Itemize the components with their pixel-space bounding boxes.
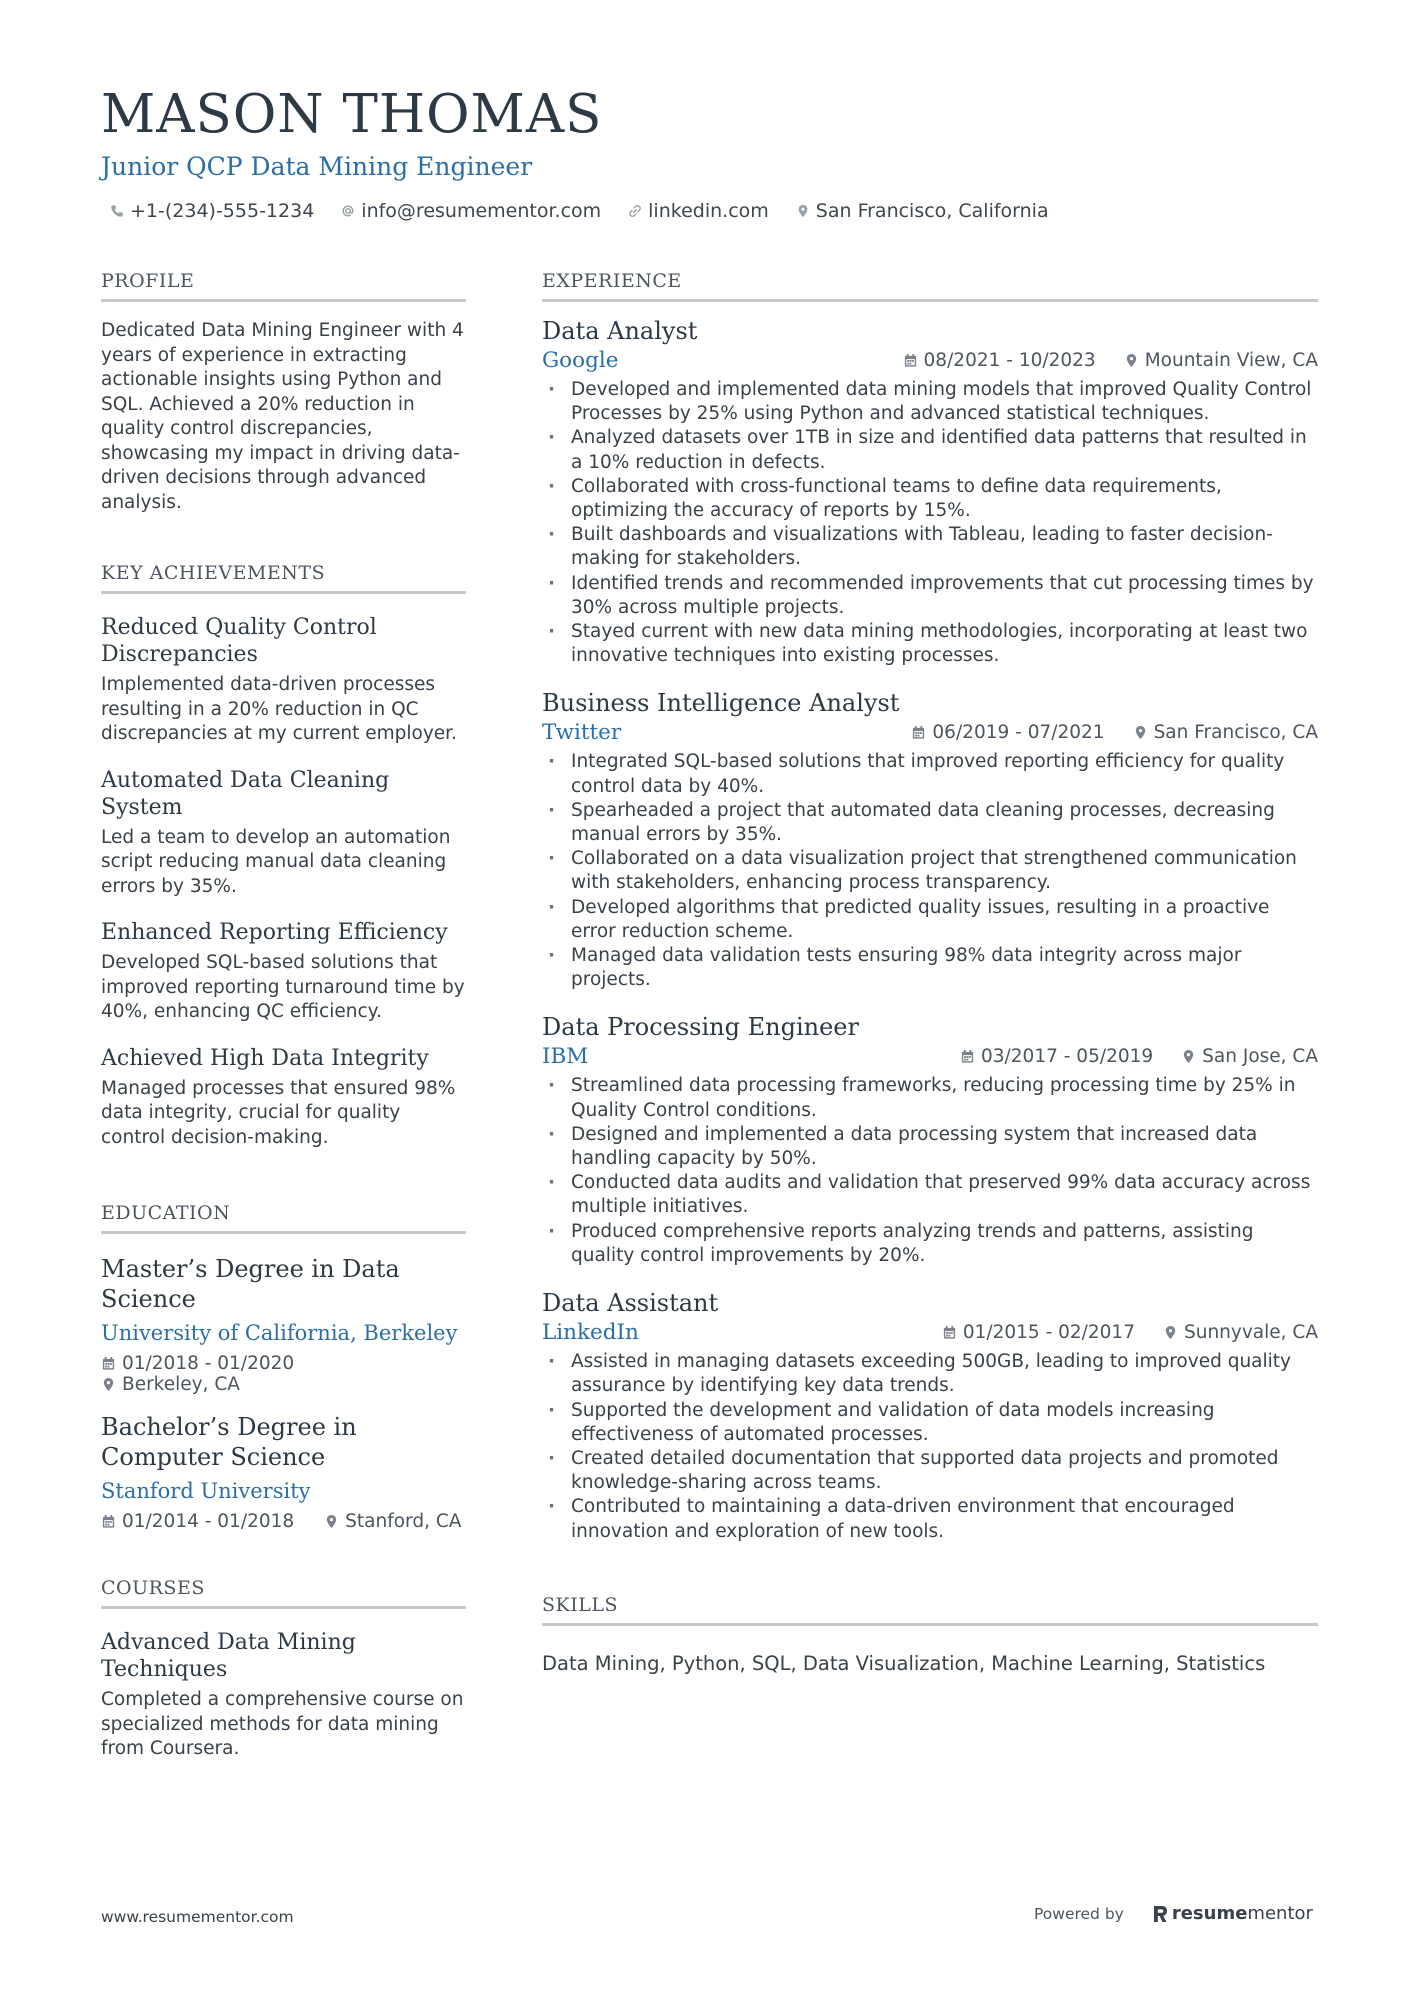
bullet-item: · Analyzed datasets over 1TB in size and identified data patterns that resulted in a 10% reduction in defects. — [542, 426, 1318, 474]
job-title: Business Intelligence Analyst — [542, 689, 900, 718]
job-title: Data Analyst — [542, 317, 698, 345]
right-column — [542, 270, 1318, 1676]
contact-location — [796, 200, 1049, 222]
experience-section — [542, 270, 1318, 1544]
bullet-item: · Developed algorithms that predicted quality issues, resulting in a proactive error reduction scheme. — [542, 896, 1318, 944]
dates-text: 08/2021 - 10/2023 — [923, 350, 1096, 371]
job-location — [1124, 350, 1318, 371]
dates-text: 01/2018 - 01/2020 — [122, 1353, 295, 1374]
location-icon — [1181, 1049, 1196, 1064]
calendar-icon — [960, 1049, 975, 1064]
bullet-item: · Spearheaded a project that automated data cleaning processes, decreasing manual errors by 35%. — [542, 799, 1318, 847]
profile-section — [101, 270, 466, 515]
bullet-item: · Created detailed documentation that supported data projects and promoted knowledge-sharing across teams. — [542, 1447, 1318, 1495]
company-name: LinkedIn — [542, 1320, 639, 1346]
company-name: Twitter — [542, 720, 622, 746]
bullet-item: · Collaborated with cross-functional teams to define data requirements, optimizing the accuracy of reports by 15%. — [542, 475, 1318, 523]
achievement-title: Enhanced Reporting Efficiency — [101, 920, 448, 945]
job-dates — [911, 722, 1104, 743]
section-heading: COURSES — [101, 1577, 466, 1609]
dates-text: 01/2014 - 01/2018 — [122, 1511, 295, 1532]
school-name: Stanford University — [101, 1479, 311, 1503]
section-heading: SKILLS — [542, 1594, 1318, 1626]
achievement-item — [101, 767, 466, 900]
contact-phone-text: +1-(234)-555-1234 — [130, 200, 315, 222]
powered-by-label: Powered by — [1034, 1904, 1124, 1923]
education-location — [101, 1374, 466, 1395]
bullet-item: · Produced comprehensive reports analyzing trends and patterns, assisting quality control improvements by 20%. — [542, 1220, 1318, 1268]
contact-location-text: San Francisco, California — [815, 200, 1049, 222]
calendar-icon — [101, 1356, 116, 1371]
education-item — [101, 1412, 466, 1532]
bullet-item: · Identified trends and recommended improvements that cut processing times by 30% across multiple projects. — [542, 572, 1318, 620]
job-meta — [960, 1046, 1318, 1067]
location-text: San Jose, CA — [1202, 1046, 1318, 1068]
job-entry — [542, 688, 1318, 992]
job-row — [542, 348, 1318, 373]
section-heading: EDUCATION — [101, 1202, 466, 1234]
job-meta — [942, 1322, 1318, 1343]
courses-section — [101, 1577, 466, 1762]
location-text: Berkeley, CA — [122, 1374, 240, 1395]
dates-text: 03/2017 - 05/2019 — [981, 1046, 1154, 1068]
education-dates — [101, 1353, 466, 1374]
job-row — [542, 1320, 1318, 1345]
contact-phone[interactable] — [110, 200, 314, 222]
bullet-item: · Streamlined data processing frameworks, reducing processing time by 25% in Quality Control conditions. — [542, 1074, 1318, 1122]
job-location — [1133, 722, 1318, 743]
bullet-item: · Contributed to maintaining a data-driven environment that encouraged innovation and exploration of new tools. — [542, 1495, 1318, 1543]
bullet-item: · Conducted data audits and validation that preserved 99% data accuracy across multiple initiatives. — [542, 1171, 1318, 1219]
school-name: University of California, Berkeley — [101, 1321, 458, 1345]
achievement-item — [101, 614, 466, 747]
job-dates — [903, 350, 1096, 371]
footer-branding — [1034, 1903, 1313, 1924]
brand-mark-icon — [1152, 1904, 1168, 1924]
brand-logo[interactable] — [1152, 1903, 1313, 1924]
education-section — [101, 1202, 466, 1532]
section-heading: PROFILE — [101, 270, 466, 302]
at-icon — [341, 204, 355, 218]
achievement-item — [101, 1045, 466, 1151]
phone-icon — [110, 204, 124, 218]
bullet-item: · Stayed current with new data mining methodologies, incorporating at least two innovative techniques into existing processes. — [542, 620, 1318, 668]
achievement-title: Achieved High Data Integrity — [101, 1045, 429, 1071]
achievement-desc: Developed SQL-based solutions that improved reporting turnaround time by 40%, enhancing QC efficiency. — [101, 952, 465, 1022]
achievement-title: Reduced Quality Control Discrepancies — [101, 615, 377, 667]
footer-website[interactable]: www.resumementor.com — [101, 1908, 294, 1926]
location-icon — [796, 204, 810, 218]
contact-linkedin[interactable] — [628, 200, 769, 222]
achievements-section — [101, 562, 466, 1150]
education-meta — [101, 1511, 466, 1532]
job-title: Data Processing Engineer — [542, 1013, 859, 1042]
achievement-desc: Managed processes that ensured 98% data integrity, crucial for quality control decision-making. — [101, 1077, 456, 1148]
education-dates — [101, 1511, 294, 1532]
job-bullets — [542, 1350, 1318, 1544]
achievement-item — [101, 919, 466, 1025]
job-title: Data Assistant — [542, 1289, 719, 1318]
brand-name-bold: resume — [1171, 1903, 1248, 1924]
bullet-item: · Assisted in managing datasets exceeding 500GB, leading to improved quality assurance by identifying key data trends. — [542, 1350, 1318, 1398]
job-meta — [911, 722, 1318, 743]
location-icon — [101, 1377, 116, 1392]
degree-title: Master’s Degree in Data Science — [101, 1255, 400, 1313]
job-entry — [542, 1012, 1318, 1268]
contact-email[interactable] — [341, 200, 601, 222]
dates-text: 06/2019 - 07/2021 — [932, 722, 1105, 744]
job-meta — [903, 350, 1318, 371]
achievement-desc: Led a team to develop an automation script reducing manual data cleaning errors by 35%. — [101, 826, 451, 897]
location-icon — [1133, 725, 1148, 740]
achievement-title: Automated Data Cleaning System — [101, 767, 390, 820]
location-text: Sunnyvale, CA — [1183, 1322, 1318, 1344]
job-entry — [542, 316, 1318, 668]
company-name: IBM — [542, 1044, 589, 1070]
education-item — [101, 1254, 466, 1395]
link-icon — [628, 204, 642, 218]
achievement-desc: Implemented data-driven processes resulting in a 20% reduction in QC discrepancies at my current employer. — [101, 674, 457, 744]
job-row — [542, 1044, 1318, 1069]
bullet-item: · Designed and implemented a data processing system that increased data handling capacity by 50%. — [542, 1123, 1318, 1171]
location-icon — [1124, 353, 1139, 368]
education-location — [324, 1511, 461, 1532]
profile-text: Dedicated Data Mining Engineer with 4 years of experience in extracting actionable insights using Python and SQL. Achieved a 20% reduction in quality control discrepancies, showcasing my impact in driving data-driven decisions through advanced analysis. — [101, 320, 464, 513]
contact-bar — [110, 200, 1049, 222]
section-heading: EXPERIENCE — [542, 270, 1318, 302]
course-desc: Completed a comprehensive course on specialized methods for data mining from Coursera. — [101, 1689, 464, 1759]
skills-text: Data Mining, Python, SQL, Data Visualization, Machine Learning, Statistics — [542, 1651, 1266, 1675]
calendar-icon — [911, 725, 926, 740]
job-dates — [960, 1046, 1153, 1067]
job-location — [1163, 1322, 1318, 1343]
skills-section — [542, 1594, 1318, 1677]
job-entry — [542, 1288, 1318, 1544]
job-dates — [942, 1322, 1135, 1343]
location-text: San Francisco, CA — [1153, 722, 1318, 744]
course-item — [101, 1629, 466, 1762]
bullet-item: · Supported the development and validation of data models increasing effectiveness of automated processes. — [542, 1399, 1318, 1447]
job-bullets — [542, 1074, 1318, 1268]
course-title: Advanced Data Mining Techniques — [101, 1630, 356, 1682]
contact-linkedin-text: linkedin.com — [648, 200, 769, 222]
calendar-icon — [101, 1514, 116, 1529]
dates-text: 01/2015 - 02/2017 — [962, 1322, 1135, 1344]
bullet-item: · Integrated SQL-based solutions that improved reporting efficiency for quality control data by 40%. — [542, 750, 1318, 798]
job-subtitle: Junior QCP Data Mining Engineer — [101, 152, 533, 181]
bullet-item: · Built dashboards and visualizations with Tableau, leading to faster decision-making for stakeholders. — [542, 523, 1318, 571]
job-bullets — [542, 750, 1318, 992]
left-column — [101, 270, 466, 1762]
location-text: Mountain View, CA — [1144, 350, 1318, 371]
contact-email-text: info@resumementor.com — [361, 200, 602, 222]
job-bullets — [542, 378, 1318, 668]
calendar-icon — [942, 1325, 957, 1340]
job-row — [542, 720, 1318, 745]
candidate-name: MASON THOMAS — [101, 84, 603, 145]
section-heading: KEY ACHIEVEMENTS — [101, 562, 466, 594]
company-name: Google — [542, 348, 619, 373]
brand-name-light: mentor — [1247, 1903, 1313, 1924]
bullet-item: · Managed data validation tests ensuring 98% data integrity across major projects. — [542, 944, 1318, 992]
degree-title: Bachelor’s Degree in Computer Science — [101, 1413, 357, 1471]
location-icon — [324, 1514, 339, 1529]
location-text: Stanford, CA — [345, 1511, 462, 1532]
job-location — [1181, 1046, 1318, 1067]
bullet-item: · Developed and implemented data mining models that improved Quality Control Processes by 25% using Python and advanced statistical techniques. — [542, 378, 1318, 426]
location-icon — [1163, 1325, 1178, 1340]
calendar-icon — [903, 353, 918, 368]
bullet-item: · Collaborated on a data visualization project that strengthened communication with stakeholders, enhancing process transparency. — [542, 847, 1318, 895]
